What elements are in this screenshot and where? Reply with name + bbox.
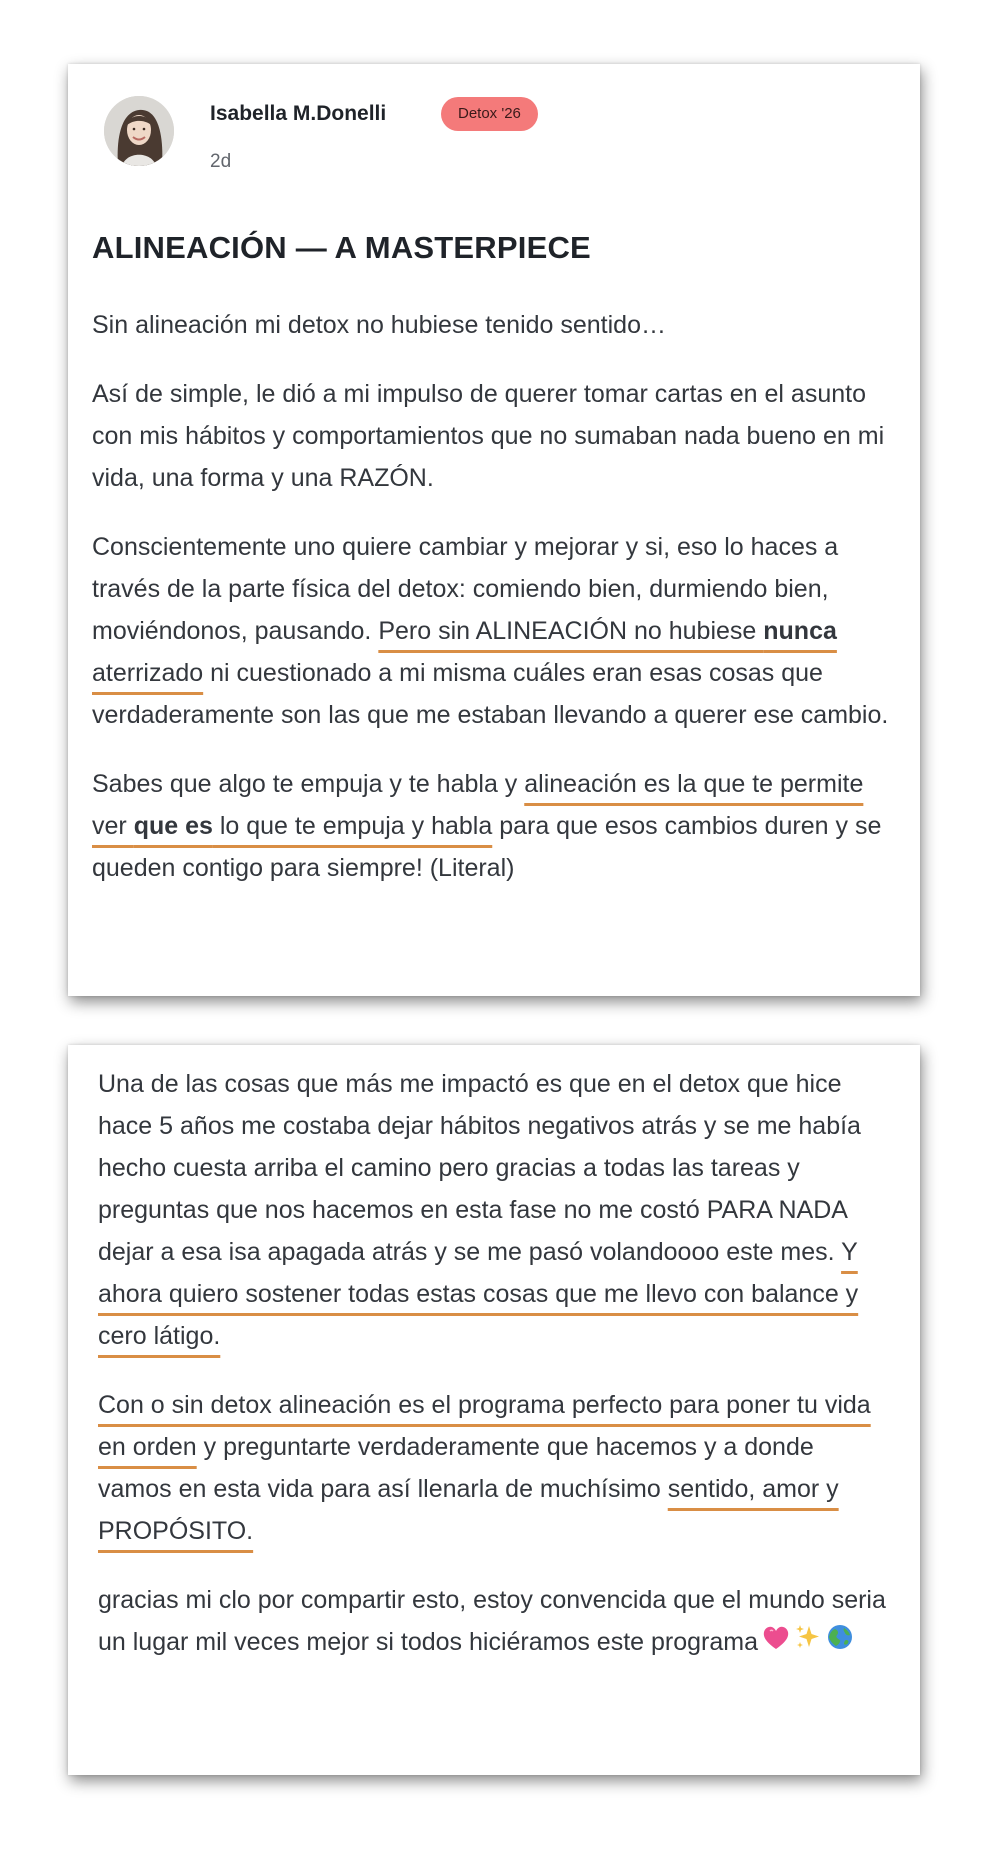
- avatar-photo-icon: [104, 96, 174, 166]
- bold-text: nunca: [763, 617, 837, 645]
- heart-icon: [762, 1622, 790, 1664]
- paragraph: [98, 1384, 890, 1552]
- paragraph-text: Así de simple, le dió a mi impulso de querer tomar cartas en el asunto con mis hábitos y comportamientos que no sumaban nada bueno en mi vida, una forma y una RAZÓN.: [92, 380, 885, 492]
- paragraph-text: Conscientemente uno quiere cambiar y mejorar y si, eso lo haces a través de la parte física del detox: comiendo bien, durmiendo bien, moviéndonos, pausando.: [92, 533, 839, 645]
- underlined-text: sentido, amor y PROPÓSITO.: [98, 1475, 839, 1545]
- post-title: ALINEACIÓN — A MASTERPIECE: [92, 230, 591, 265]
- bold-text: que es: [133, 812, 213, 840]
- paragraph: [98, 1579, 890, 1664]
- paragraph-text: Sin alineación mi detox no hubiese tenido sentido…: [92, 311, 666, 339]
- paragraph: [92, 526, 896, 736]
- paragraph-text: gracias mi clo por compartir esto, estoy convencida que el mundo seria un lugar mil veces mejor si todos hiciéramos este programa: [98, 1586, 886, 1656]
- post-card-continued: [68, 1045, 920, 1775]
- author-name[interactable]: Isabella M.Donelli: [210, 102, 387, 125]
- underlined-text: Con o sin detox alineación es el programa perfecto para poner tu vida en orden: [98, 1391, 871, 1461]
- paragraph: [92, 304, 896, 346]
- paragraph-text: para que esos cambios duren y se queden contigo para siempre! (Literal): [92, 812, 882, 882]
- paragraph-text: y preguntarte verdaderamente que hacemos y a donde vamos en esta vida para así llenarla de muchísimo: [98, 1433, 814, 1503]
- paragraph: [92, 373, 896, 499]
- avatar[interactable]: [104, 96, 174, 166]
- globe-icon: [826, 1622, 854, 1664]
- underlined-text-part: aterrizado: [92, 659, 204, 687]
- paragraph-text: Sabes que algo te empuja y te habla y: [92, 770, 525, 798]
- post-timestamp: 2d: [210, 151, 232, 172]
- paragraph-text: Una de las cosas que más me impactó es que en el detox que hice hace 5 años me costaba dejar hábitos negativos atrás y se me había hecho cuesta arriba el camino pero gracias a todas las tareas y preguntas que nos hacemos en esta fase no me costó PARA NADA dejar a esa isa apagada atrás y se me pasó volandoooo este mes.: [98, 1070, 861, 1266]
- sparkles-icon: [794, 1622, 822, 1664]
- paragraph-text: ni cuestionado a mi misma cuáles eran esas cosas que verdaderamente son las que me estaban llevando a querer ese cambio.: [92, 659, 889, 729]
- underlined-text-part: lo que te empuja y habla: [212, 812, 493, 840]
- underlined-text-part: alineación es la que te permite ver: [92, 770, 864, 840]
- paragraph: [98, 1063, 890, 1357]
- post-header: [92, 82, 896, 192]
- paragraph: [92, 763, 896, 889]
- post-card: [68, 64, 920, 996]
- cohort-badge: Detox '26: [441, 97, 538, 131]
- underlined-text-part: Pero sin ALINEACIÓN no hubiese: [378, 617, 764, 645]
- underlined-text: Y ahora quiero sostener todas estas cosas que me llevo con balance y cero látigo.: [98, 1238, 859, 1350]
